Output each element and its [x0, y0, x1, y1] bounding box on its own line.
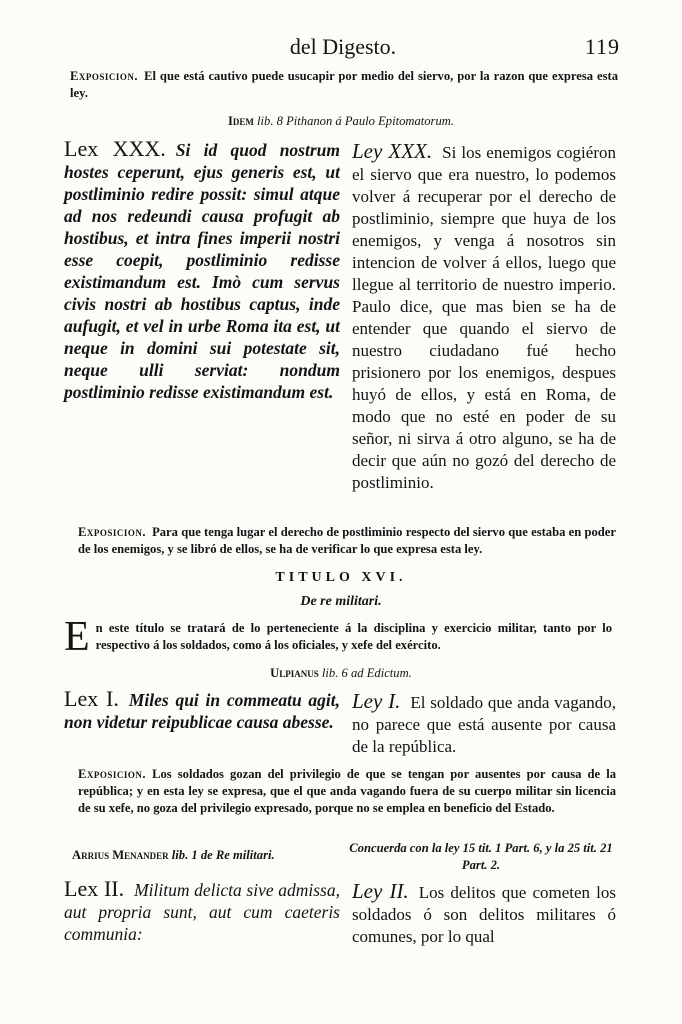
citation-3 — [72, 848, 275, 863]
intro-text: n este título se tratará de lo perteneciente á la disciplina y exercicio militar, tanto por lo respectivo á los soldados, como á los oficiales, y xefe del exército. — [95, 621, 612, 652]
spanish-ley-1 — [352, 690, 616, 758]
latin-lex-2 — [64, 878, 340, 945]
ley-label: Ley XXX. — [352, 139, 433, 163]
ley-text: Si los enemigos cogiéron el siervo que era nuestro, lo podemos volver á recuperar por el derecho de postliminio, siempre que huya de los enemigos, y venga á nosotros sin intencion de volver á ellos, luego que llegue al territorio de nuestro imperio. Paulo dice, que mas bien se ha de entender que quando el siervo de nuestro ciudadano fué hecho prisionero por los enemigos, despues huyó de ellos, y está en Roma, de modo que no esté en poder de su señor, ni sirva á otro alguno, se ha de decir que aún no gozó del derecho de postliminio. — [352, 143, 616, 492]
exposicion-label: Exposicion. — [78, 767, 147, 781]
exposicion-2 — [78, 524, 616, 558]
citation-2 — [0, 666, 682, 681]
latin-lex-1 — [64, 688, 340, 733]
citation-1 — [0, 114, 682, 129]
citation-author: Ulpianus — [270, 666, 319, 680]
exposicion-label: Exposicion. — [70, 69, 139, 83]
citation-work: lib. 6 ad Edictum. — [321, 666, 412, 680]
exposicion-text: El que está cautivo puede usucapir por medio del siervo, por la razon que expresa esta ley. — [70, 69, 618, 101]
lex-label: Lex II. — [64, 876, 125, 901]
exposicion-text: Para que tenga lugar el derecho de postliminio respecto del siervo que estaba en poder de los enemigos, y se libró de ellos, se ha de verificar lo que expresa esta ley. — [78, 525, 616, 557]
concordance-note: Concuerda con la ley 15 tit. 1 Part. 6, y la 25 tit. 21 Part. 2. — [349, 841, 613, 872]
lex-text: Miles qui in commeatu agit, non videtur reipublicae causa abesse. — [64, 690, 340, 732]
page-header — [60, 34, 626, 66]
running-head: del Digesto. — [289, 34, 397, 59]
lex-text: Si id quod nostrum hostes ceperunt, ejus generis est, ut postliminio redire possit: simul atque ad nos redeundi causa profugit ab hostibus, et intra fines imperii nostri esse coepit, postliminio redisse existimandum est. Imò cum servus civis nostri ab hostibus captus, inde aufugit, et vel in urbe Roma ita est, ut neque in domini sui potestate sit, neque ulli serviat: nondum postliminio redisse existimandum est. — [64, 140, 340, 402]
lex-text: Militum delicta sive admissa, aut propria sunt, aut cum caeteris communia: — [64, 880, 340, 944]
lex-label: Lex XXX. — [64, 136, 166, 161]
section-title: TITULO XVI. — [275, 570, 407, 585]
citation-work: lib. 1 de Re militari. — [171, 848, 275, 862]
exposicion-text: Los soldados gozan del privilegio de que se tengan por ausentes por causa de la república; y en esta ley se expresa, que el que anda vagando fuera de su cuerpo militar sin licencia de su xefe, no goza del privilegio expresado, porque no se emplea en beneficio del Estado. — [78, 767, 616, 816]
section-intro — [64, 614, 612, 660]
lex-label: Lex I. — [64, 686, 119, 711]
drop-cap: E — [64, 614, 90, 660]
spanish-ley-2 — [352, 880, 616, 948]
ley-text: Los delitos que cometen los soldados ó son delitos militares ó comunes, por lo qual — [352, 883, 616, 946]
exposicion-3 — [78, 766, 616, 818]
exposicion-label: Exposicion. — [78, 525, 147, 539]
exposicion-1 — [70, 68, 618, 102]
ley-label: Ley I. — [352, 689, 401, 713]
section-subtitle: De re militari. — [300, 594, 382, 609]
citation-work: lib. 8 Pithanon á Paulo Epitomatorum. — [257, 114, 454, 128]
ley-text: El soldado que anda vagando, no parece que está ausente por causa de la república. — [352, 693, 616, 756]
latin-lex-30 — [64, 138, 340, 403]
citation-author: Idem — [227, 114, 254, 128]
citation-author: Arrius Menander — [72, 848, 169, 862]
ley-label: Ley II. — [352, 879, 409, 903]
page-number: 119 — [584, 34, 620, 59]
spanish-ley-30 — [352, 140, 616, 494]
